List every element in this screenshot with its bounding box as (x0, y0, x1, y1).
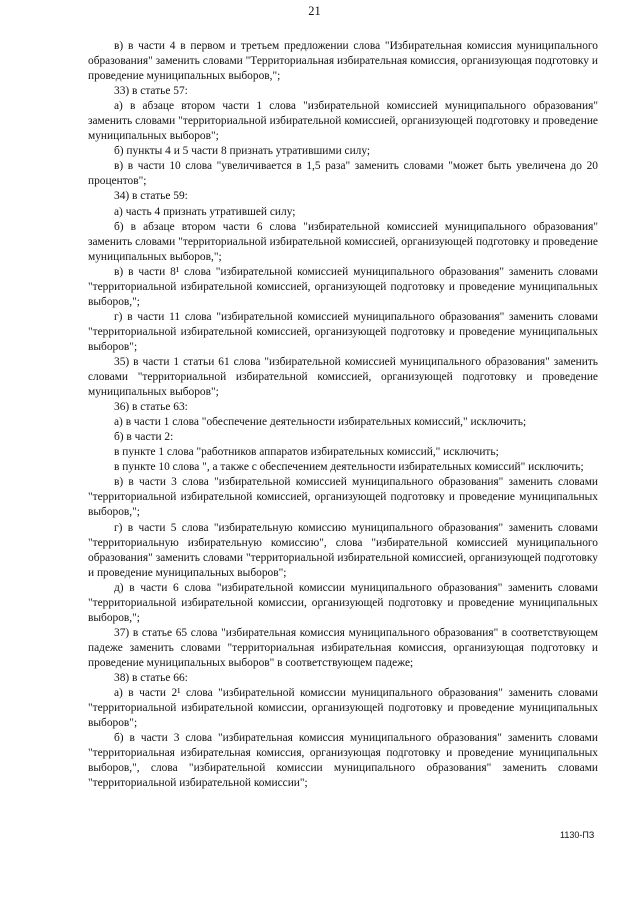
paragraph: 36) в статье 63: (114, 401, 188, 414)
paragraph: 34) в статье 59: (114, 190, 188, 203)
paragraph: в) в части 10 слова "увеличивается в 1,5 раза" заменить словами "может быть увеличена до 20 процентов"; (88, 160, 598, 188)
paragraph: 38) в статье 66: (114, 671, 188, 684)
paragraph: в) в части 3 слова "избирательной комиссией муниципального образования" заменить словами "территориальной избирательной комиссией, организующей подготовку и проведение муниципальных выборов,"; (88, 476, 598, 519)
paragraph: в пункте 1 слова "работников аппаратов избирательных комиссий," исключить; (114, 446, 499, 459)
paragraph: в пункте 10 слова ", а также с обеспечением деятельности избирательных комиссий" исключить; (114, 461, 584, 474)
paragraph: г) в части 11 слова "избирательной комиссией муниципального образования" заменить словами "территориальной избирательной комиссией, организующей подготовку и проведение муниципальных выборов"; (88, 310, 598, 353)
paragraph: в) в части 4 в первом и третьем предложении слова "Избирательная комиссия муниципального образования" заменить словами "Территориальная избирательная комиссия, организующая подготовку и проведение муниципальных выборов,"; (88, 40, 598, 83)
document-body (88, 39, 598, 791)
paragraph: а) часть 4 признать утратившей силу; (114, 205, 296, 218)
paragraph: б) в части 3 слова "избирательная комиссия муниципального образования" заменить словами "территориальная избирательная комиссия, организующая подготовку и проведение муниципальных выборов,", слова "избирательной комиссии муниципального образования" заменить словами "территориальной избирательной комиссии"; (88, 732, 598, 790)
paragraph: б) в абзаце втором части 6 слова "избирательной комиссией муниципального образования" заменить словами "территориальной избирательной комиссией, организующей подготовку и проведение муниципальных выборов,"; (88, 220, 598, 263)
paragraph: 33) в статье 57: (114, 85, 188, 98)
paragraph: а) в части 1 слова "обеспечение деятельности избирательных комиссий," исключить; (114, 416, 527, 429)
paragraph: 37) в статье 65 слова "избирательная комиссия муниципального образования" в соответствующем падеже заменить словами "территориальная избирательная комиссия, организующая подготовку и проведение муниципальных выборов" в соответствующем падеже; (88, 626, 598, 669)
paragraph: 35) в части 1 статьи 61 слова "избирательной комиссией муниципального образования" заменить словами "территориальной избирательной комиссией, организующей подготовку и проведение муниципальных выборов"; (88, 355, 598, 399)
paragraph: а) в части 2¹ слова "избирательной комиссии муниципального образования" заменить словами "территориальной избирательной комиссии, организующей подготовку и проведение муниципальных выборов"; (88, 687, 598, 730)
paragraph: б) пункты 4 и 5 части 8 признать утратившими силу; (114, 145, 371, 158)
paragraph: в) в части 8¹ слова "избирательной комиссией муниципального образования" заменить словами "территориальной избирательной комиссией, организующей подготовку и проведение муниципальных выборов,"; (88, 265, 598, 308)
paragraph: г) в части 5 слова "избирательную комиссию муниципального образования" заменить словами "территориальную избирательную комиссию", слова "избирательной комиссией муниципального образования" заменить словами "территориальной избирательной комиссией, организующей подготовку и проведение муниципальных выборов"; (88, 521, 598, 579)
page-number: 21 (308, 4, 321, 18)
paragraph: а) в абзаце втором части 1 слова "избирательной комиссией муниципального образования" заменить словами "территориальной избирательной комиссией, организующей подготовку и проведение муниципальных выборов"; (88, 100, 598, 143)
paragraph: б) в части 2: (114, 431, 174, 444)
document-code: 1130-ПЗ (560, 830, 595, 840)
paragraph: д) в части 6 слова "избирательной комиссии муниципального образования" заменить словами "территориальной избирательной комиссии, организующей подготовку и проведение муниципальных выборов,"; (88, 581, 598, 624)
